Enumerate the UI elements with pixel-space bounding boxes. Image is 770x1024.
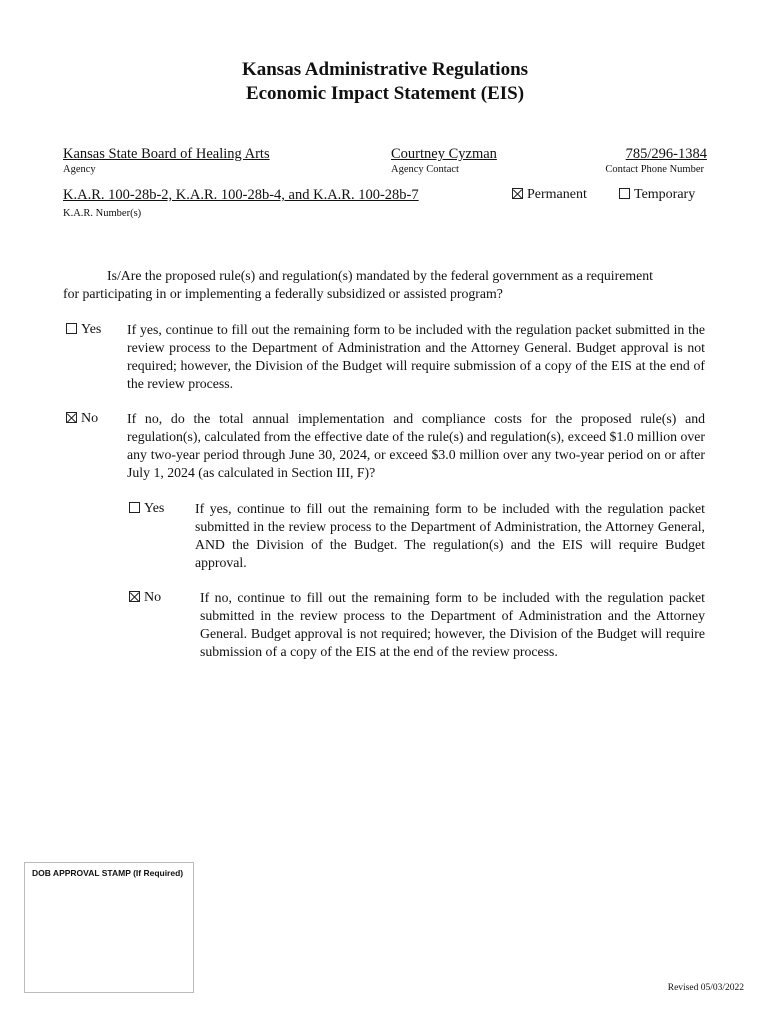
permanent-checkbox[interactable] — [512, 187, 587, 203]
permanent-label: Permanent — [527, 187, 587, 202]
agency-contact-label: Agency Contact — [391, 164, 459, 175]
agency-value: Kansas State Board of Healing Arts — [63, 146, 270, 162]
agency-label: Agency — [63, 164, 96, 175]
checkbox-checked-icon — [66, 412, 77, 423]
question-line-2: for participating in or implementing a federally subsidized or assisted program? — [63, 286, 503, 301]
question-line-1: Is/Are the proposed rule(s) and regulation(s) mandated by the federal government as a requirement — [107, 268, 653, 283]
dob-approval-stamp-box — [24, 862, 194, 993]
checkbox-empty-icon — [66, 323, 77, 334]
q2-yes-checkbox[interactable] — [129, 501, 164, 517]
temporary-label: Temporary — [634, 187, 696, 202]
q2-no-text: If no, continue to fill out the remaining form to be included with the regulation packet submitted in the review process to the Department of Administration and the Attorney General. Budget approval is not required; however, the Division of the Budget will require submission of a copy of the EIS at the end of the review process. — [200, 590, 705, 659]
dob-approval-stamp-label: DOB APPROVAL STAMP (If Required) — [32, 868, 184, 878]
agency-contact-value: Courtney Cyzman — [391, 146, 497, 162]
kar-numbers-value: K.A.R. 100-28b-2, K.A.R. 100-28b-4, and K.A.R. 100-28b-7 — [63, 187, 419, 203]
document-title: Kansas Administrative Regulations — [241, 59, 529, 80]
q1-yes-text: If yes, continue to fill out the remaining form to be included with the regulation packet submitted in the review process to the Department of Administration and the Attorney General. Budget approval is not required; however, the Division of the Budget will require submission of a copy of the EIS at the end of the review process. — [127, 322, 705, 391]
q1-no-label: No — [81, 411, 99, 426]
q1-yes-checkbox[interactable] — [66, 322, 101, 338]
checkbox-checked-icon — [512, 188, 523, 199]
checkbox-empty-icon — [619, 188, 630, 199]
q1-no-text: If no, do the total annual implementation and compliance costs for the proposed rule(s) and regulation(s), calculated from the effective date of the rule(s) and regulation(s), exceed $1.0 million over any two-year period through June 30, 2024, or exceed $3.0 million over any two-year period on or after July 1, 2024 (as calculated in Section III, F)? — [127, 411, 705, 480]
checkbox-checked-icon — [129, 591, 140, 602]
temporary-checkbox[interactable] — [619, 187, 695, 203]
kar-numbers-label: K.A.R. Number(s) — [63, 208, 142, 219]
contact-phone-value: 785/296-1384 — [625, 146, 707, 162]
q1-no-checkbox[interactable] — [66, 411, 98, 427]
contact-phone-label: Contact Phone Number — [605, 164, 704, 175]
q2-no-checkbox[interactable] — [129, 590, 161, 606]
document-subtitle: Economic Impact Statement (EIS) — [245, 83, 525, 104]
q1-yes-label: Yes — [81, 322, 102, 337]
q2-yes-text: If yes, continue to fill out the remaining form to be included with the regulation packet submitted in the review process to the Department of Administration, the Attorney General, AND the Division of the Budget. The regulation(s) and the EIS will require Budget approval. — [195, 501, 705, 570]
revised-date: Revised 05/03/2022 — [667, 983, 744, 993]
checkbox-empty-icon — [129, 502, 140, 513]
q2-no-label: No — [144, 590, 162, 605]
q2-yes-label: Yes — [144, 501, 165, 516]
